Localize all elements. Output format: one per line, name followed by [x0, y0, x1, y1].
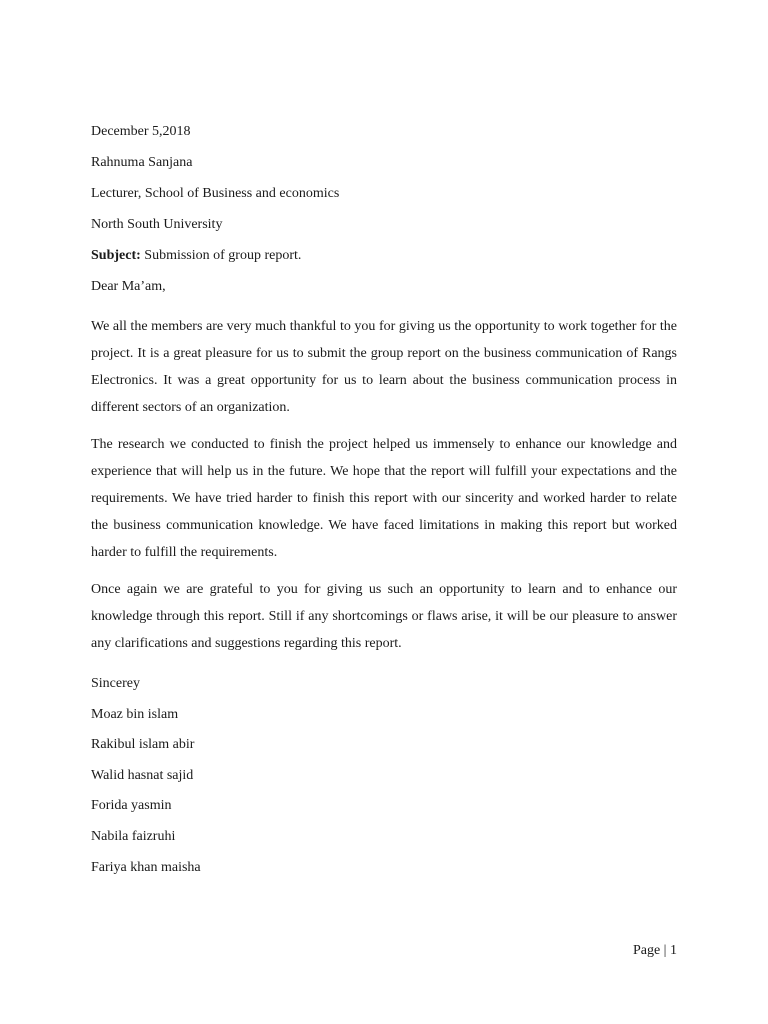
- subject-text: Submission of group report.: [140, 248, 302, 263]
- signatory-name: Moaz bin islam: [91, 706, 179, 722]
- page-number-footer: Page | 1: [632, 943, 677, 958]
- recipient-name: Rahnuma Sanjana: [91, 155, 193, 170]
- body-paragraph-3: Once again we are grateful to you for giving us such an opportunity to learn and to enhance our knowledge through this report. Still if any shortcomings or flaws arise, it will be our pleasure to answer any clarifications and suggestions regarding this report.: [91, 582, 677, 651]
- subject-line: [91, 246, 677, 266]
- letter-closing: Sincerey: [91, 676, 140, 691]
- letter-greeting: Dear Ma’am,: [91, 279, 166, 294]
- signatory-name: Walid hasnat sajid: [91, 767, 194, 783]
- signatory-name: Forida yasmin: [91, 798, 172, 814]
- subject-label: Subject:: [91, 248, 141, 263]
- signatory-name: Rakibul islam abir: [91, 737, 195, 753]
- letter-date: December 5,2018: [91, 124, 191, 139]
- letter-body: [91, 122, 677, 888]
- recipient-organization: North South University: [91, 217, 223, 232]
- body-paragraph-1: We all the members are very much thankful to you for giving us the opportunity to work together for the project. It is a great pleasure for us to submit the group report on the business communication of Rangs Electronics. It was a great opportunity for us to learn about the business communication process in different sectors of an organization.: [91, 319, 677, 415]
- body-paragraph-2: The research we conducted to finish the project helped us immensely to enhance our knowledge and experience that will help us in the future. We hope that the report will fulfill your expectations and the requirements. We have tried harder to finish this report with our sincerity and worked harder to relate the business communication knowledge. We have faced limitations in making this report but worked harder to fulfill the requirements.: [91, 437, 677, 560]
- signatory-name: Fariya khan maisha: [91, 859, 201, 875]
- signatory-name: Nabila faizruhi: [91, 828, 176, 844]
- signature-block: [91, 674, 677, 878]
- recipient-title: Lecturer, School of Business and economics: [91, 186, 340, 201]
